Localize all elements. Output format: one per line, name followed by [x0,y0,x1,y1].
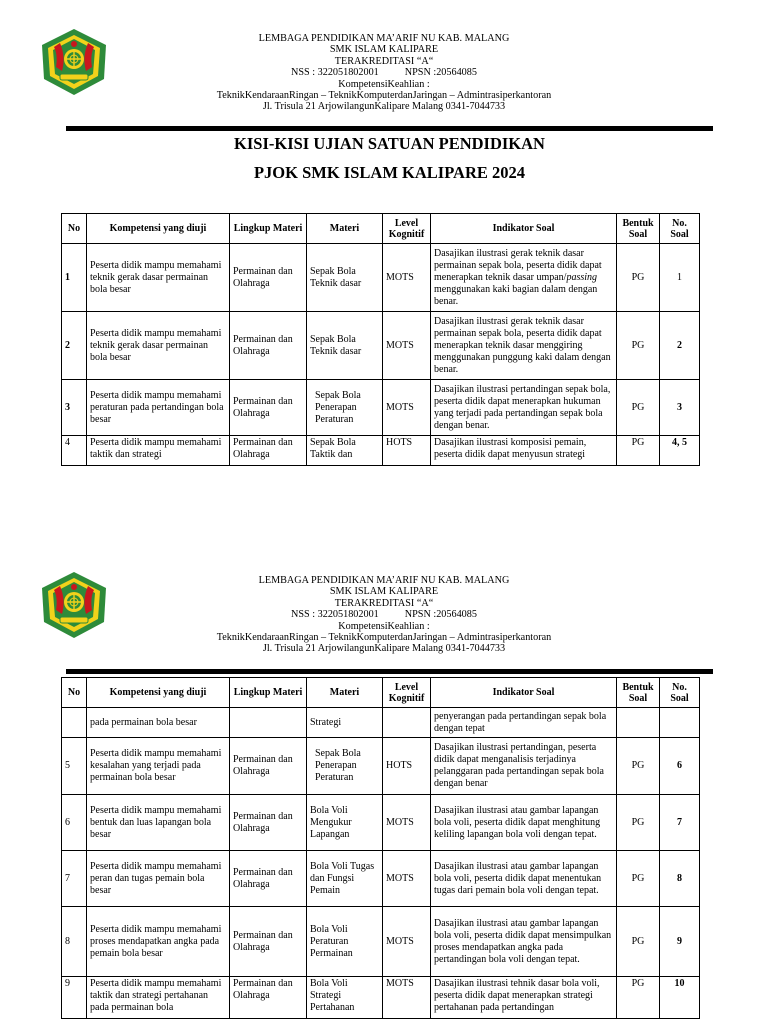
letterhead [150,575,618,655]
school-address: Jl. Trisula 21 ArjowilangunKalipare Malang 0341-7044733 [262,643,506,655]
document-title: KISI-KISI UJIAN SATUAN PENDIDIKAN [234,134,545,153]
col-indikator: Indikator Soal [431,214,617,244]
col-bentuk: Bentuk Soal [617,214,660,244]
col-no: No [62,678,87,708]
competency-list: TeknikKendaraanRingan – TeknikKomputerdanJaringan – Admintrasiperkantoran [216,90,552,102]
table-row: 4 Peserta didik mampu memahami taktik dan strategi Permainan dan Olahraga Sepak Bola Taktik dan HOTS Dasajikan ilustrasi komposisi pemain, peserta didik dapat menyusun strategi PG 4, 5 [62,436,700,466]
col-materi: Materi [307,214,383,244]
col-level: Level Kognitif [383,214,431,244]
header-divider [66,126,713,131]
competency-label: KompetensiKeahlian : [338,620,430,632]
col-level: Level Kognitif [383,678,431,708]
table-row: 1 Peserta didik mampu memahami teknik gerak dasar permainan bola besar Permainan dan Olahraga Sepak Bola Teknik dasar MOTS Dasajikan ilustrasi gerak teknik dasar permainan sepak bola, peserta didik dapat menerapkan teknik dasar umpan/passing menggunakan kaki bagian dalam dengan benar. PG 1 [62,244,700,312]
npsn-number: NPSN :20564085 [404,609,477,621]
table-row: 9 Peserta didik mampu memahami taktik dan strategi pertahanan pada permainan bola Permainan dan Olahraga Bola Voli Strategi Pertahanan MOTS Dasajikan ilustrasi tehnik dasar bola voli, peserta didik dapat menerapkan strategi pertahanan pada pertandingan PG 10 [62,977,700,1019]
table-header-row [62,678,700,708]
table-row: 2 Peserta didik mampu memahami teknik gerak dasar permainan bola besar Permainan dan Olahraga Sepak Bola Teknik dasar MOTS Dasajikan ilustrasi gerak teknik dasar permainan sepak bola, peserta didik dapat menerapkan teknik dasar menggiring menggunakan punggung kaki dalam dengan benar. PG 2 [62,312,700,380]
col-indikator: Indikator Soal [431,678,617,708]
letterhead [150,33,618,113]
accreditation: TERAKREDITASI “A“ [334,597,434,609]
school-emblem-icon [38,27,110,97]
exam-grid-table-2 [61,677,700,1019]
competency-label: KompetensiKeahlian : [338,78,430,90]
school-emblem-icon [38,570,110,640]
table-row: pada permainan bola besar Strategi penyerangan pada pertandingan sepak bola dengan tepat [62,708,700,738]
competency-list: TeknikKendaraanRingan – TeknikKomputerdanJaringan – Admintrasiperkantoran [216,632,552,644]
npsn-number: NPSN :20564085 [404,67,477,79]
table-row: 8 Peserta didik mampu memahami proses mendapatkan angka pada pemain bola besar Permainan dan Olahraga Bola Voli Peraturan Permainan MOTS Dasajikan ilustrasi atau gambar lapangan bola voli, peserta didik dapat mensimpulkan proses mendapatkan angka pada pertandingan bola voli dengan tepat. PG 9 [62,907,700,977]
document-page-2 [0,560,768,1024]
table-row: 3 Peserta didik mampu memahami peraturan pada pertandingan bola besar Permainan dan Olahraga Sepak Bola Penerapan Peraturan MOTS Dasajikan ilustrasi pertandingan sepak bola, peserta didik dapat menerapkan hukuman yang terjadi pada pertandingan sepak bola dengan benar. PG 3 [62,380,700,436]
header-divider [66,669,713,674]
exam-grid-table-1 [61,213,700,466]
table-row: 5 Peserta didik mampu memahami kesalahan yang terjadi pada permainan bola besar Permainan dan Olahraga Sepak Bola Penerapan Peraturan HOTS Dasajikan ilustrasi pertandingan, peserta didik dapat menganalisis terjadinya pelanggaran pada pertandingan sepak bola dengan benar PG 6 [62,738,700,795]
school-ids [150,609,618,620]
col-kompetensi: Kompetensi yang diuji [87,678,230,708]
table-row: 6 Peserta didik mampu memahami bentuk dan luas lapangan bola besar Permainan dan Olahraga Bola Voli Mengukur Lapangan MOTS Dasajikan ilustrasi atau gambar lapangan bola voli, peserta didik dapat menghitung keliling lapangan bola voli dengan tepat. PG 7 [62,795,700,851]
accreditation: TERAKREDITASI “A“ [334,55,434,67]
col-bentuk: Bentuk Soal [617,678,660,708]
table-row: 7 Peserta didik mampu memahami peran dan tugas pemain bola besar Permainan dan Olahraga Bola Voli Tugas dan Fungsi Pemain MOTS Dasajikan ilustrasi atau gambar lapangan bola voli, peserta didik dapat menentukan tugas dari pemain bola voli dengan tepat. PG 8 [62,851,700,907]
col-nosoal: No. Soal [660,678,700,708]
institution-name: LEMBAGA PENDIDIKAN MA’ARIF NU KAB. MALANG [258,575,510,586]
school-address: Jl. Trisula 21 ArjowilangunKalipare Malang 0341-7044733 [262,101,506,113]
institution-name: LEMBAGA PENDIDIKAN MA’ARIF NU KAB. MALANG [258,33,510,44]
col-materi: Materi [307,678,383,708]
school-name: SMK ISLAM KALIPARE [329,44,439,56]
school-ids [150,67,618,78]
school-name: SMK ISLAM KALIPARE [329,586,439,598]
table-header-row [62,214,700,244]
document-subtitle: PJOK SMK ISLAM KALIPARE 2024 [253,163,526,182]
nss-number: NSS : 322051802001 [291,609,379,621]
nss-number: NSS : 322051802001 [291,67,379,79]
indikator-cell: Dasajikan ilustrasi gerak teknik dasar permainan sepak bola, peserta didik dapat menerapkan teknik dasar umpan/passing menggunakan kaki bagian dalam dengan benar. [431,244,617,312]
col-no: No [62,214,87,244]
col-nosoal: No. Soal [660,214,700,244]
col-lingkup: Lingkup Materi [230,214,307,244]
col-lingkup: Lingkup Materi [230,678,307,708]
col-kompetensi: Kompetensi yang diuji [87,214,230,244]
